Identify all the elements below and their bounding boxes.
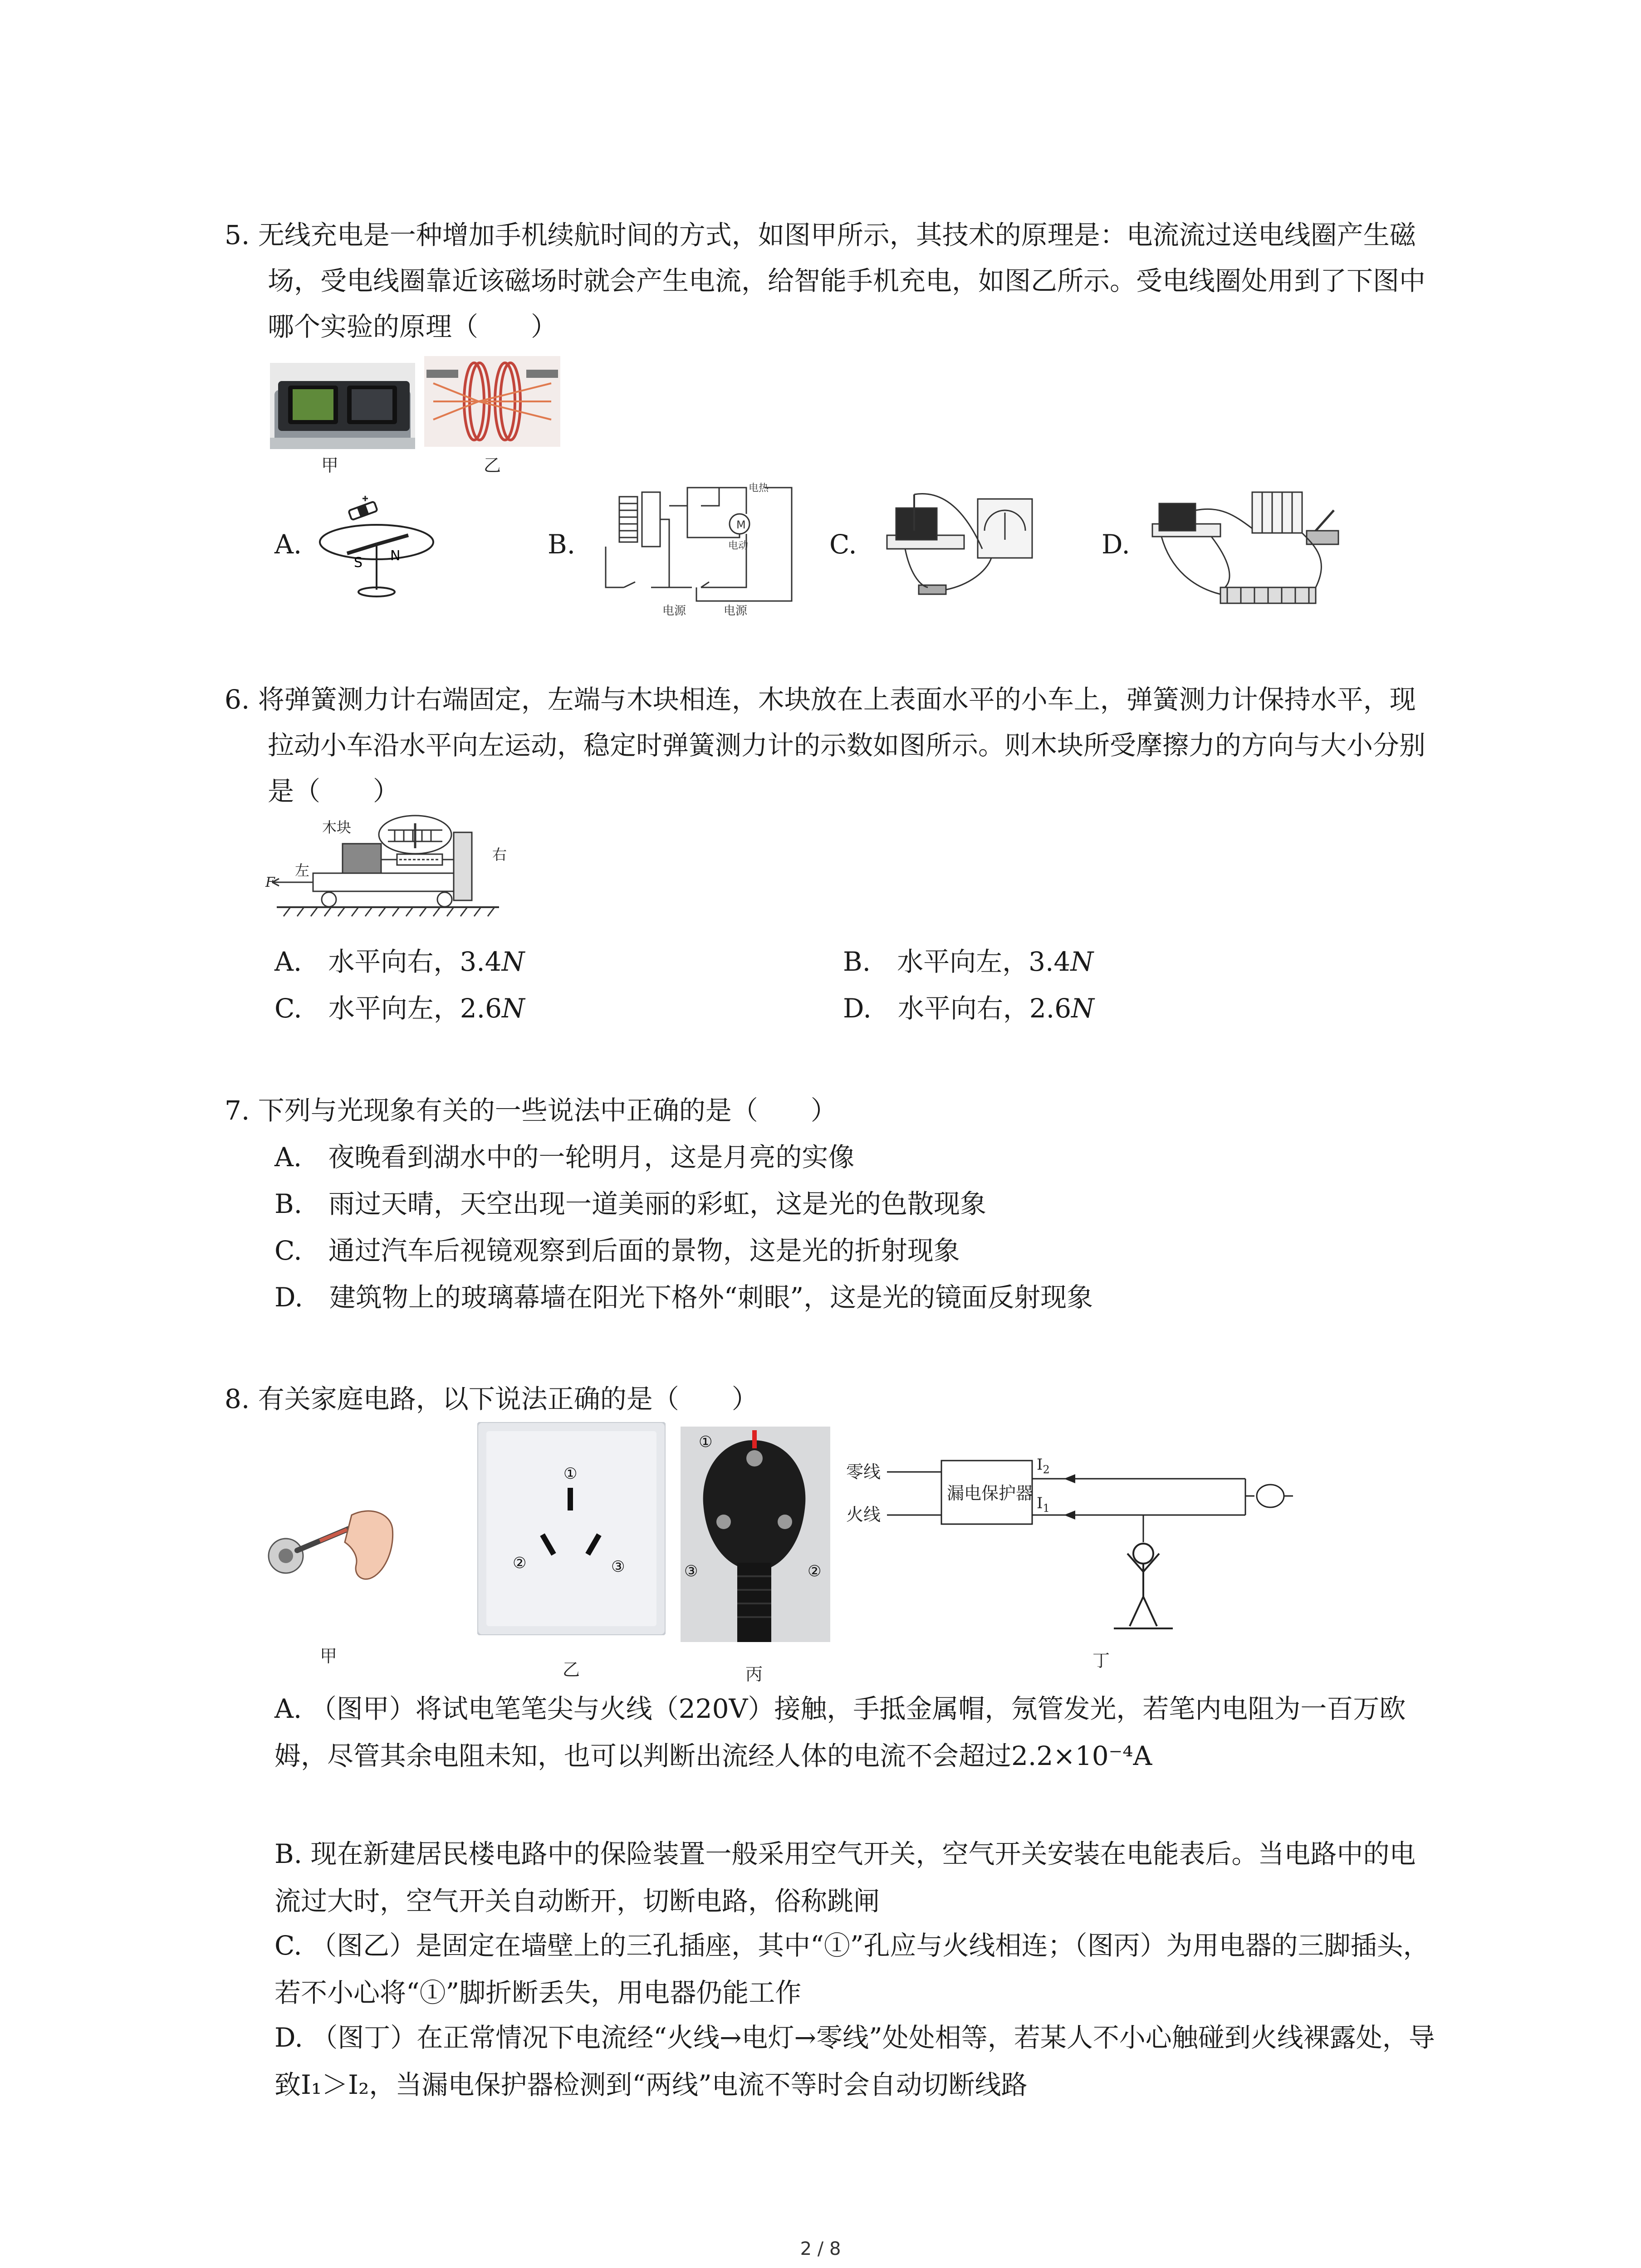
q7-option-b: B. 雨过天晴，天空出现一道美丽的彩虹，这是光的色散现象: [274, 1188, 987, 1219]
q6-option-b: [843, 939, 1093, 985]
q5-option-a-figure: [313, 492, 440, 606]
q6-option-d-text: 水平向右，2.6: [897, 993, 1072, 1024]
q5-option-b-dianyuan-left-label: 电源: [662, 604, 686, 618]
q8-ding-i1-label: I: [1037, 1494, 1043, 1512]
svg-text:I1: [1037, 1494, 1050, 1515]
q8-ding-huoxian-label: 火线: [846, 1505, 881, 1525]
q8-plug-pin-1-label: ①: [699, 1433, 713, 1451]
q5-option-b-dianyuan-right-label: 电源: [724, 604, 748, 618]
q8-option-c: C. （图乙）是固定在墙壁上的三孔插座，其中“①”孔应与火线相连；（图丙）为用电器的三脚插头，若不小心将“①”脚折断丢失，用电器仍能工作: [274, 1930, 1430, 2008]
q6-figure-right-label: 右: [492, 846, 507, 863]
q6-option-a-text: 水平向右，3.4: [328, 946, 502, 977]
q6-option-c-letter: C.: [274, 993, 302, 1024]
q8-socket-hole-2-label: ②: [513, 1554, 527, 1572]
q8-ding-i1-subscript: 1: [1043, 1502, 1050, 1515]
q8-figure-jia-test-pen: [265, 1497, 406, 1597]
q5-option-b: B.: [548, 529, 576, 560]
q7-option-d: D. 建筑物上的玻璃幕墙在阳光下格外“刺眼”，这是光的镜面反射现象: [274, 1282, 1093, 1313]
q7-option-c: C. 通过汽车后视镜观察到后面的景物，这是光的折射现象: [274, 1235, 960, 1266]
q6-option-c: [274, 986, 525, 1031]
question-7-number: 7.: [225, 1095, 250, 1126]
q6-option-c-text: 水平向左，2.6: [328, 993, 502, 1024]
q5-option-b-dianji-label: 电动: [728, 540, 749, 552]
q5-option-c: C.: [829, 529, 857, 560]
q8-ding-baohuqi-label: 漏电保护器: [947, 1483, 1034, 1503]
q6-option-d-letter: D.: [843, 993, 872, 1024]
q8-option-b: B. 现在新建居民楼电路中的保险装置一般采用空气开关，空气开关安装在电能表后。当电路中的电流过大时，空气开关自动断开，切断电路，俗称跳闸: [274, 1838, 1416, 1916]
q8-figure-yi-socket: [477, 1422, 666, 1635]
q5-option-b-figure: [592, 479, 801, 624]
q5-option-a: A.: [274, 529, 302, 560]
question-6-number: 6.: [225, 684, 250, 715]
question-6-text: 将弹簧测力计右端固定，左端与木块相连，木块放在上表面水平的小车上，弹簧测力计保持水平，现拉动小车沿水平向左运动，稳定时弹簧测力计的示数如图所示。则木块所受摩擦力的方向与大小分别是（ ）: [258, 684, 1426, 807]
question-7-text: 下列与光现象有关的一些说法中正确的是（ ）: [258, 1095, 837, 1126]
q8-socket-hole-1-label: ①: [563, 1465, 578, 1483]
q8-figure-ding-circuit: [846, 1442, 1300, 1642]
q5-figure-yi-coils: [424, 356, 560, 447]
q6-option-d-unit: N: [1071, 993, 1094, 1024]
q7-option-a: A. 夜晚看到湖水中的一轮明月，这是月亮的实像: [274, 1142, 855, 1173]
q8-figure-yi-label: 乙: [563, 1660, 580, 1680]
page-number: 2 / 8: [800, 2239, 841, 2259]
q5-option-a-s-pole: S: [354, 555, 363, 571]
q6-option-a: [274, 939, 524, 985]
q8-plug-pin-2-label: ②: [808, 1562, 822, 1580]
q5-figure-yi-label: 乙: [484, 455, 501, 475]
q5-option-d: D.: [1102, 529, 1130, 560]
question-8: [225, 1376, 1440, 1422]
q6-option-d: [843, 986, 1094, 1031]
svg-text:M: M: [736, 518, 746, 531]
q8-figure-ding-label: 丁: [1092, 1651, 1110, 1671]
q8-option-d: D. （图丁）在正常情况下电流经“火线→电灯→零线”处处相等，若某人不小心触碰到火线裸露处，导致I₁＞I₂，当漏电保护器检测到“两线”电流不等时会自动切断线路: [274, 2022, 1435, 2100]
q8-plug-pin-3-label: ③: [684, 1562, 698, 1580]
q6-option-b-unit: N: [1070, 946, 1094, 977]
question-5-stem: [225, 212, 1440, 350]
question-6: [225, 677, 1440, 814]
q5-option-b-dianre-label: 电热: [749, 483, 769, 494]
q6-option-a-letter: A.: [274, 946, 302, 977]
svg-text:I2: [1037, 1456, 1050, 1476]
question-8-number: 8.: [225, 1383, 250, 1414]
q6-figure-cart-spring-scale: [263, 814, 526, 928]
q8-figure-bing-label: 丙: [745, 1664, 763, 1684]
q6-option-a-unit: N: [501, 946, 525, 977]
question-6-stem: [225, 677, 1440, 814]
q8-ding-lingxian-label: 零线: [846, 1462, 881, 1482]
q8-figure-bing-plug: [681, 1427, 830, 1642]
question-7: [225, 1088, 1440, 1134]
q5-option-c-figure: [878, 481, 1041, 608]
question-8-stem: [225, 1376, 1440, 1422]
q6-option-c-unit: N: [502, 993, 525, 1024]
question-5-text: 无线充电是一种增加手机续航时间的方式，如图甲所示，其技术的原理是：电流流过送电线圈产生磁场，受电线圈靠近该磁场时就会产生电流，给智能手机充电，如图乙所示。受电线圈处用到了下图中哪个实验的原理（ ）: [258, 220, 1426, 342]
q5-option-a-n-pole: N: [390, 548, 401, 564]
q5-option-d-figure: [1143, 479, 1352, 619]
q6-figure-left-label: 左: [295, 862, 310, 879]
question-5-number: 5.: [225, 220, 250, 250]
question-5: [225, 212, 1440, 350]
q8-ding-i2-subscript: 2: [1043, 1463, 1050, 1476]
question-8-text: 有关家庭电路，以下说法正确的是（ ）: [258, 1383, 758, 1414]
q8-socket-hole-3-label: ③: [611, 1558, 625, 1576]
q6-figure-force-label: F: [265, 875, 275, 890]
question-7-stem: [225, 1088, 1440, 1134]
q8-ding-i2-label: I: [1037, 1456, 1043, 1474]
q6-figure-mukuai-label: 木块: [322, 819, 352, 836]
q8-option-a: A. （图甲）将试电笔笔尖与火线（220V）接触，手抵金属帽，氖管发光，若笔内电阻为一百万欧姆，尽管其余电阻未知，也可以判断出流经人体的电流不会超过2.2×10⁻⁴A: [274, 1693, 1406, 1771]
q5-figure-jia-label: 甲: [321, 455, 339, 475]
q6-option-b-letter: B.: [843, 946, 871, 977]
q8-figure-jia-label: 甲: [320, 1646, 338, 1666]
q5-figure-jia-charger: [270, 363, 415, 449]
q6-option-b-text: 水平向左，3.4: [897, 946, 1071, 977]
